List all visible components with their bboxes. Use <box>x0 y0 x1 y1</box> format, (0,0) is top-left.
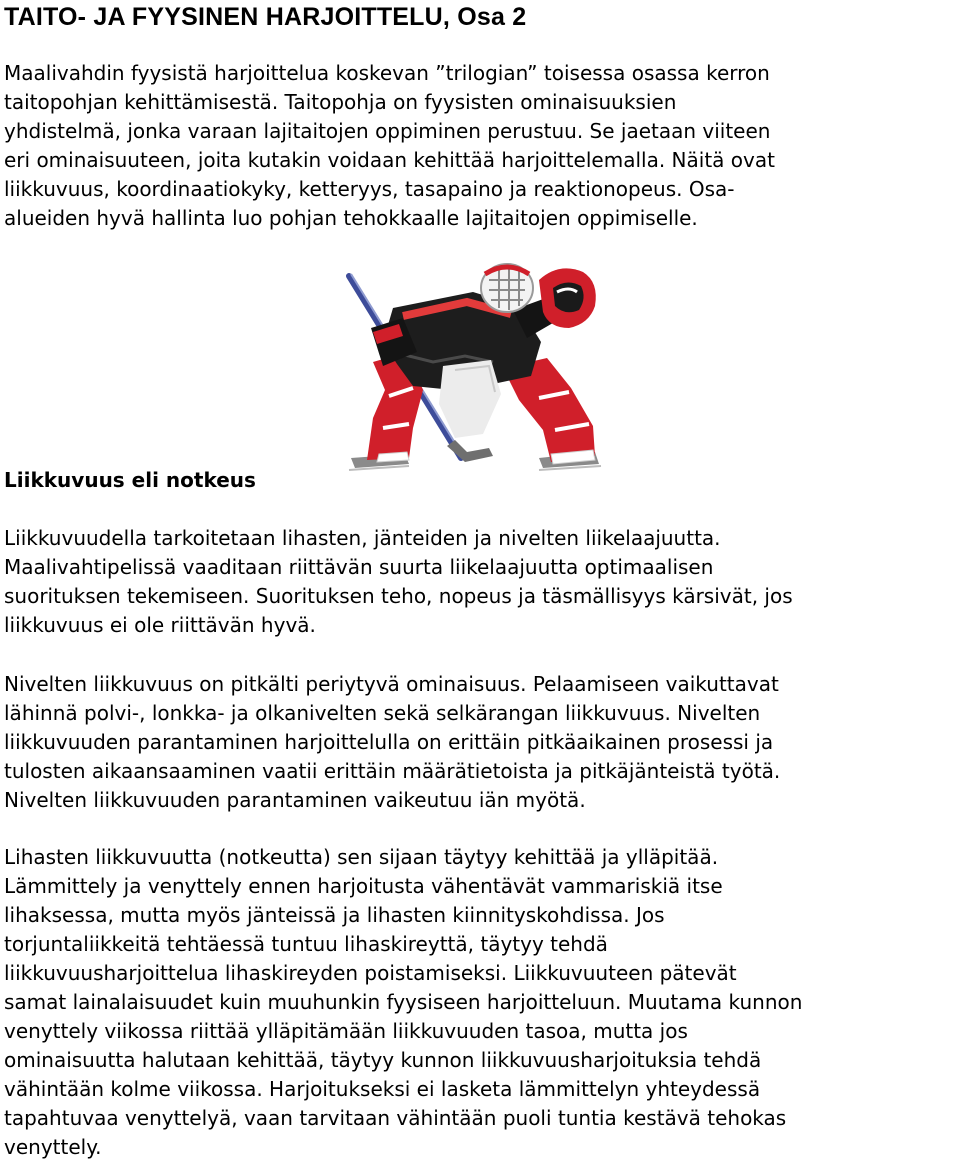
section-heading: Liikkuvuus eli notkeus <box>4 468 256 492</box>
intro-paragraph <box>4 59 775 233</box>
text-line: suorituksen tekemiseen. Suorituksen teho, nopeus ja täsmällisyys kärsivät, jos <box>4 584 793 608</box>
text-line: ominaisuutta halutaan kehittää, täytyy kunnon liikkuvuusharjoituksia tehdä <box>4 1048 762 1072</box>
text-line: lihaksessa, mutta myös jänteissä ja lihasten kiinnityskohdissa. Jos <box>4 903 665 927</box>
body-paragraph <box>4 670 780 815</box>
text-line: eri ominaisuuteen, joita kutakin voidaan kehittää harjoittelemalla. Näitä ovat <box>4 148 775 172</box>
text-line: tulosten aikaansaaminen vaatii erittäin määrätietoista ja pitkäjänteistä työtä. <box>4 759 781 783</box>
page-title: TAITO- JA FYYSINEN HARJOITTELU, Osa 2 <box>4 3 527 31</box>
text-line: Lihasten liikkuvuutta (notkeutta) sen sijaan täytyy kehittää ja ylläpitää. <box>4 845 719 869</box>
text-line: taitopohjan kehittämisestä. Taitopohja on fyysisten ominaisuuksien <box>4 90 677 114</box>
text-line: venyttely. <box>4 1135 102 1159</box>
body-paragraph <box>4 843 802 1162</box>
text-line: Nivelten liikkuvuus on pitkälti periytyvä ominaisuus. Pelaamiseen vaikuttavat <box>4 672 779 696</box>
text-line: tapahtuvaa venyttelyä, vaan tarvitaan vähintään puoli tuntia kestävä tehokas <box>4 1106 787 1130</box>
text-line: Maalivahtipelissä vaaditaan riittävän suurta liikelaajuutta optimaalisen <box>4 555 714 579</box>
text-line: Maalivahdin fyysistä harjoittelua koskevan ”trilogian” toisessa osassa kerron <box>4 61 770 85</box>
text-line: venyttely viikossa riittää ylläpitämään liikkuvuuden tasoa, mutta jos <box>4 1019 688 1043</box>
text-line: liikkuvuus, koordinaatiokyky, ketteryys, tasapaino ja reaktionopeus. Osa- <box>4 177 735 201</box>
text-line: alueiden hyvä hallinta luo pohjan tehokkaalle lajitaitojen oppimiselle. <box>4 206 698 230</box>
hockey-goalie-illustration <box>343 258 628 480</box>
text-line: liikkuvuuden parantaminen harjoittelulla on erittäin pitkäaikainen prosessi ja <box>4 730 774 754</box>
text-line: Liikkuvuudella tarkoitetaan lihasten, jänteiden ja nivelten liikelaajuutta. <box>4 526 721 550</box>
text-line: vähintään kolme viikossa. Harjoitukseksi ei lasketa lämmittelyn yhteydessä <box>4 1077 761 1101</box>
text-line: lähinnä polvi-, lonkka- ja olkanivelten sekä selkärangan liikkuvuus. Nivelten <box>4 701 761 725</box>
text-line: liikkuvuusharjoittelua lihaskireyden poistamiseksi. Liikkuvuuteen pätevät <box>4 961 737 985</box>
body-paragraph <box>4 524 793 640</box>
text-line: yhdistelmä, jonka varaan lajitaitojen oppiminen perustuu. Se jaetaan viiteen <box>4 119 771 143</box>
text-line: Lämmittely ja venyttely ennen harjoitusta vähentävät vammariskiä itse <box>4 874 723 898</box>
text-line: torjuntaliikkeitä tehtäessä tuntuu lihaskireyttä, täytyy tehdä <box>4 932 608 956</box>
text-line: liikkuvuus ei ole riittävän hyvä. <box>4 613 316 637</box>
text-line: samat lainalaisuudet kuin muuhunkin fyysiseen harjoitteluun. Muutama kunnon <box>4 990 803 1014</box>
text-line: Nivelten liikkuvuuden parantaminen vaikeutuu iän myötä. <box>4 788 586 812</box>
